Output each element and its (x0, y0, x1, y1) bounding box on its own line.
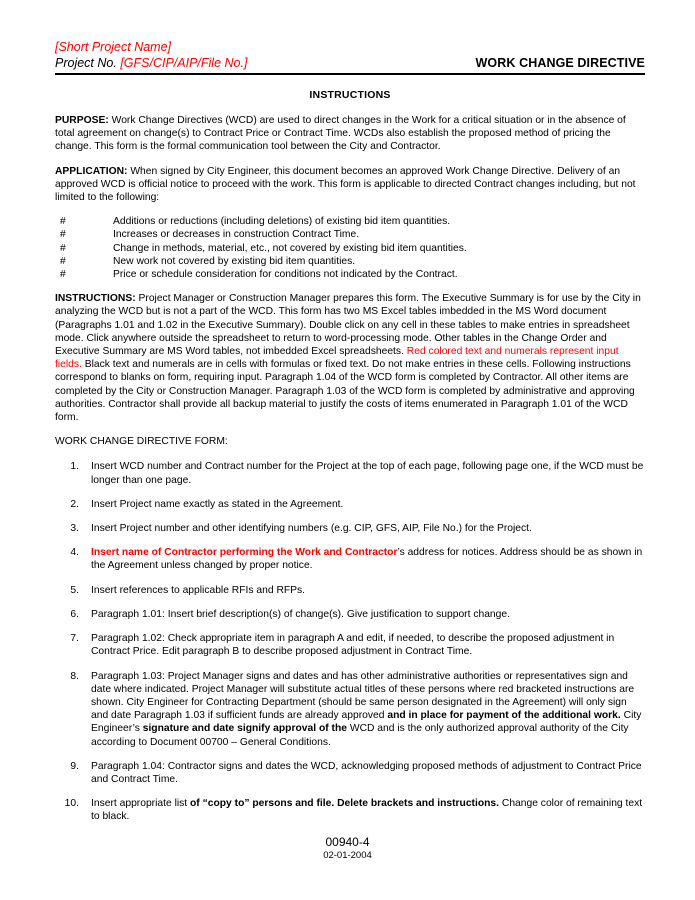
list-item-label: New work not covered by existing bid item quantities. (113, 255, 356, 267)
list-item-label: Price or schedule consideration for conditions not indicated by the Contract. (113, 269, 458, 281)
list-item-label: Insert Project name exactly as stated in the Agreement. (91, 498, 344, 510)
project-name-placeholder: [Short Project Name] (55, 40, 172, 54)
list-item (55, 242, 645, 255)
list-item (55, 228, 645, 241)
list-item-number: 6. (70, 608, 79, 620)
list-item (55, 632, 645, 658)
instructions-paragraph (55, 292, 645, 424)
application-text: When signed by City Engineer, this document becomes an approved Work Change Directive. Delivery of an approved WCD is official notice to proceed with the work. This form is applicable to directed Contract changes including, but not limited to the following: (55, 165, 636, 204)
list-item-label: Additions or reductions (including deletions) of existing bid item quantities. (113, 216, 451, 228)
list-item (55, 670, 645, 749)
list-item-number: 4. (70, 547, 79, 559)
list-item-label: Insert appropriate list (91, 798, 191, 810)
list-item (55, 268, 645, 281)
list-item (55, 255, 645, 268)
purpose-paragraph (55, 114, 645, 154)
list-item-number: 9. (70, 760, 79, 772)
document-footer (0, 835, 695, 862)
document-header (55, 40, 645, 75)
list-item-emphasis-signature: signature and date signify approval of the (142, 723, 347, 735)
list-item (55, 546, 645, 572)
instructions-red-note: Red colored text and numerals represent input fields. (55, 346, 619, 371)
list-item-emphasis-funds: and in place for payment of the additional work. (387, 710, 621, 722)
change-types-list (55, 215, 645, 281)
purpose-text: Work Change Directives (WCD) are used to direct changes in the Work for a critical situation or in the absence of total agreement on change(s) to Contract Price or Contract Time. WCDs also establish the proposed method of pricing the change. This form is the formal communication tool between the City and Contractor. (55, 115, 626, 153)
instructions-text-part1: Project Manager or Construction Manager prepares this form. The Executive Summary is for use by the City in analyzing the WCD but is not a part of the WCD. This form has two MS Excel tables imbedded in the MS Word document (Paragraphs 1.01 and 1.02 in the Executive Summary). Double click on any cell in these tables to make entries in spreadsheet mode. Click anywhere outside the spreadsheet to return to word-processing mode. Other tables in the Change Order and Executive Summary are MS Word tables, not imbedded Excel spreadsheets. (55, 293, 641, 358)
list-item (55, 522, 645, 535)
list-item (55, 760, 645, 786)
list-item-number: 8. (70, 670, 79, 682)
document-title: WORK CHANGE DIRECTIVE (475, 56, 645, 70)
hash-bullet-icon: # (60, 269, 66, 281)
project-number-placeholder: [GFS/CIP/AIP/File No.] (120, 56, 248, 70)
list-item-label: Paragraph 1.04: Contractor signs and dates the WCD, acknowledging proposed methods of adjustment to Contract Price and Contract Time. (91, 760, 642, 785)
list-item-label: Insert references to applicable RFIs and RFPs. (91, 584, 306, 596)
list-item-number: 10. (64, 798, 79, 810)
hash-bullet-icon: # (60, 229, 66, 241)
list-item (55, 215, 645, 228)
list-item-label: Increases or decreases in construction Contract Time. (113, 229, 360, 241)
form-instructions-list (55, 460, 645, 823)
project-number-line (55, 55, 645, 71)
list-item-label-continued: City Engineer’s (91, 710, 642, 735)
list-item-label: Paragraph 1.03: Project Manager signs and dates and has other administrative authorities or representatives sign and date where indicated. Project Manager will substitute actual titles of these persons where red bracketed instructions are shown. City Engineer for Contracting Department (should be same person designated in the Agreement) will only sign and date Paragraph 1.03 if sufficient funds are already approved (91, 670, 635, 722)
hash-bullet-icon: # (60, 255, 66, 267)
list-item-label: ’s address for notices. Address should be as shown in the Agreement unless changed by proper notice. (91, 547, 643, 572)
application-label: APPLICATION: (55, 165, 128, 177)
instructions-label: INSTRUCTIONS: (55, 293, 136, 305)
list-item-number: 5. (70, 584, 79, 596)
hash-bullet-icon: # (60, 242, 66, 254)
list-item (55, 584, 645, 597)
list-item-emphasis-delete: Delete brackets and instructions. (337, 798, 500, 810)
list-item-number: 3. (70, 523, 79, 535)
list-item-label: Insert WCD number and Contract number for the Project at the top of each page, following page one, if the WCD must be longer than one page. (91, 461, 644, 486)
project-number-label: Project No. (55, 56, 121, 70)
list-item (55, 498, 645, 511)
document-number: 00940-4 (325, 835, 370, 849)
section-title: INSTRUCTIONS (309, 89, 391, 101)
list-item-number: 7. (70, 633, 79, 645)
list-item-label: Paragraph 1.01: Insert brief description(s) of change(s). Give justification to support change. (91, 608, 510, 620)
application-paragraph (55, 165, 645, 205)
list-item-label-end: WCD and is the only authorized approval authority of the City according to Document 00700 – General Conditions. (91, 723, 629, 748)
list-item-emphasis-copyto: of “copy to” persons and file. (190, 798, 335, 810)
hash-bullet-icon: # (60, 216, 66, 228)
purpose-label: PURPOSE: (55, 115, 109, 126)
form-section-heading: WORK CHANGE DIRECTIVE FORM: (55, 436, 228, 448)
list-item-number: 1. (70, 461, 79, 473)
instructions-text-part2: Black text and numerals are in cells with formulas or fixed text. Do not make entries in these cells. Following instructions correspond to blanks on form, requiring input. Paragraph 1.04 of the WCD form is completed by Contractor. All other items are completed by the City or Construction Manager. Paragraph 1.03 of the WCD form is completed by administrative and approving authorities. Contractor shall provide all backup material to justify the costs of items enumerated in Paragraph 1.01 of the WCD form. (55, 359, 635, 424)
list-item-number: 2. (70, 498, 79, 510)
list-item (55, 460, 645, 486)
list-item-label: Paragraph 1.02: Check appropriate item in paragraph A and edit, if needed, to describe the proposed adjustment in Contract Price. Edit paragraph B to describe proposed adjustment in Contract Time. (91, 633, 615, 658)
list-item (55, 608, 645, 621)
list-item (55, 797, 645, 823)
document-date: 02-01-2004 (323, 850, 372, 861)
list-item-label-end: Change color of remaining text to black. (91, 798, 643, 823)
list-item-highlight: Insert name of Contractor performing the Work and Contractor (91, 547, 398, 559)
list-item-label: Change in methods, material, etc., not covered by existing bid item quantities. (113, 242, 467, 254)
list-item-label: Insert Project number and other identifying numbers (e.g. CIP, GFS, AIP, File No.) for the Project. (91, 523, 532, 535)
